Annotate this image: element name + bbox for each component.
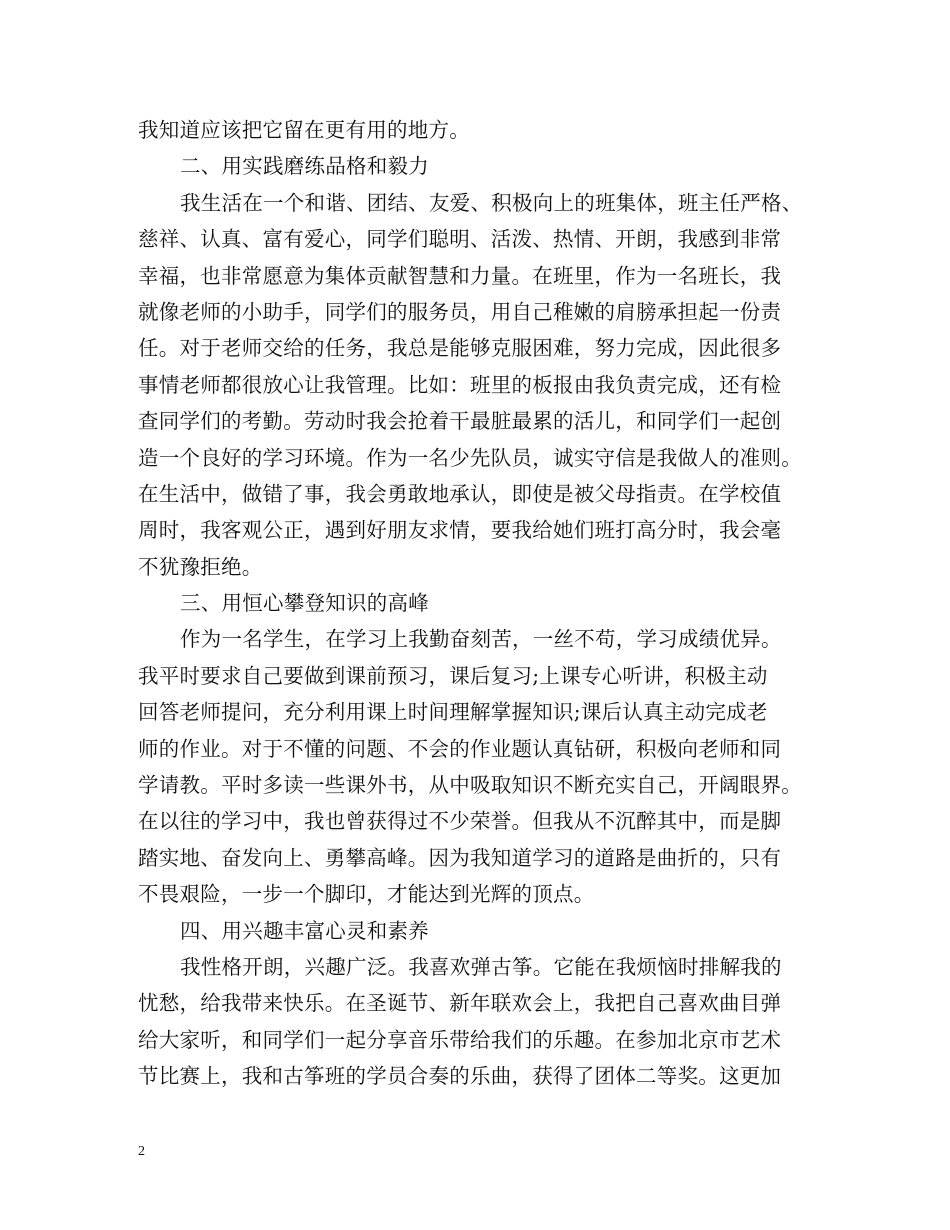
- text-line: 我平时要求自己要做到课前预习，课后复习;上课专心听讲，积极主动: [138, 663, 768, 688]
- text-line: 在生活中，做错了事，我会勇敢地承认，即使是被父母指责。在学校值: [138, 481, 782, 506]
- section-heading: 三、用恒心攀登知识的高峰: [180, 591, 429, 616]
- text-line: 我生活在一个和谐、团结、友爱、积极向上的班集体，班主任严格、: [180, 190, 803, 215]
- text-line: 在以往的学习中，我也曾获得过不少荣誉。但我从不沉醉其中，而是脚: [138, 809, 782, 834]
- text-line: 师的作业。对于不懂的问题、不会的作业题认真钻研，积极向老师和同: [138, 736, 782, 761]
- text-line: 作为一名学生，在学习上我勤奋刻苦，一丝不苟，学习成绩优异。: [180, 627, 782, 652]
- document-body: [138, 112, 818, 1095]
- text-line: 幸福，也非常愿意为集体贡献智慧和力量。在班里，作为一名班长，我: [138, 263, 782, 288]
- text-line: 忧愁，给我带来快乐。在圣诞节、新年联欢会上，我把自己喜欢曲目弹: [138, 991, 782, 1016]
- text-line: 我知道应该把它留在更有用的地方。: [138, 118, 470, 142]
- page-number: 2: [138, 1144, 145, 1159]
- text-line: 我性格开朗，兴趣广泛。我喜欢弹古筝。它能在我烦恼时排解我的: [180, 954, 782, 979]
- text-line: 踏实地、奋发向上、勇攀高峰。因为我知道学习的道路是曲折的，只有: [138, 845, 782, 870]
- section-heading: 二、用实践磨练品格和毅力: [180, 154, 429, 179]
- text-line: 造一个良好的学习环境。作为一名少先队员，诚实守信是我做人的准则。: [138, 445, 802, 470]
- text-line: 慈祥、认真、富有爱心，同学们聪明、活泼、热情、开朗，我感到非常: [138, 227, 782, 252]
- text-line: 查同学们的考勤。劳动时我会抢着干最脏最累的活儿，和同学们一起创: [138, 409, 782, 434]
- text-line: 不犹豫拒绝。: [138, 554, 263, 579]
- text-line: 节比赛上，我和古筝班的学员合奏的乐曲，获得了团体二等奖。这更加: [138, 1064, 782, 1089]
- text-line: 任。对于老师交给的任务，我总是能够克服困难，努力完成，因此很多: [138, 336, 782, 361]
- text-line: 周时，我客观公正，遇到好朋友求情，要我给她们班打高分时，我会毫: [138, 518, 782, 543]
- text-line: 给大家听，和同学们一起分享音乐带给我们的乐趣。在参加北京市艺术: [138, 1027, 782, 1052]
- text-line: 学请教。平时多读一些课外书，从中吸取知识不断充实自己，开阔眼界。: [138, 773, 802, 798]
- text-line: 回答老师提问，充分利用课上时间理解掌握知识;课后认真主动完成老: [138, 700, 768, 725]
- text-line: 不畏艰险，一步一个脚印，才能达到光辉的顶点。: [138, 882, 595, 907]
- text-line: 就像老师的小助手，同学们的服务员，用自己稚嫩的肩膀承担起一份责: [138, 299, 782, 324]
- section-heading: 四、用兴趣丰富心灵和素养: [180, 918, 429, 943]
- text-line: 事情老师都很放心让我管理。比如：班里的板报由我负责完成，还有检: [138, 372, 782, 397]
